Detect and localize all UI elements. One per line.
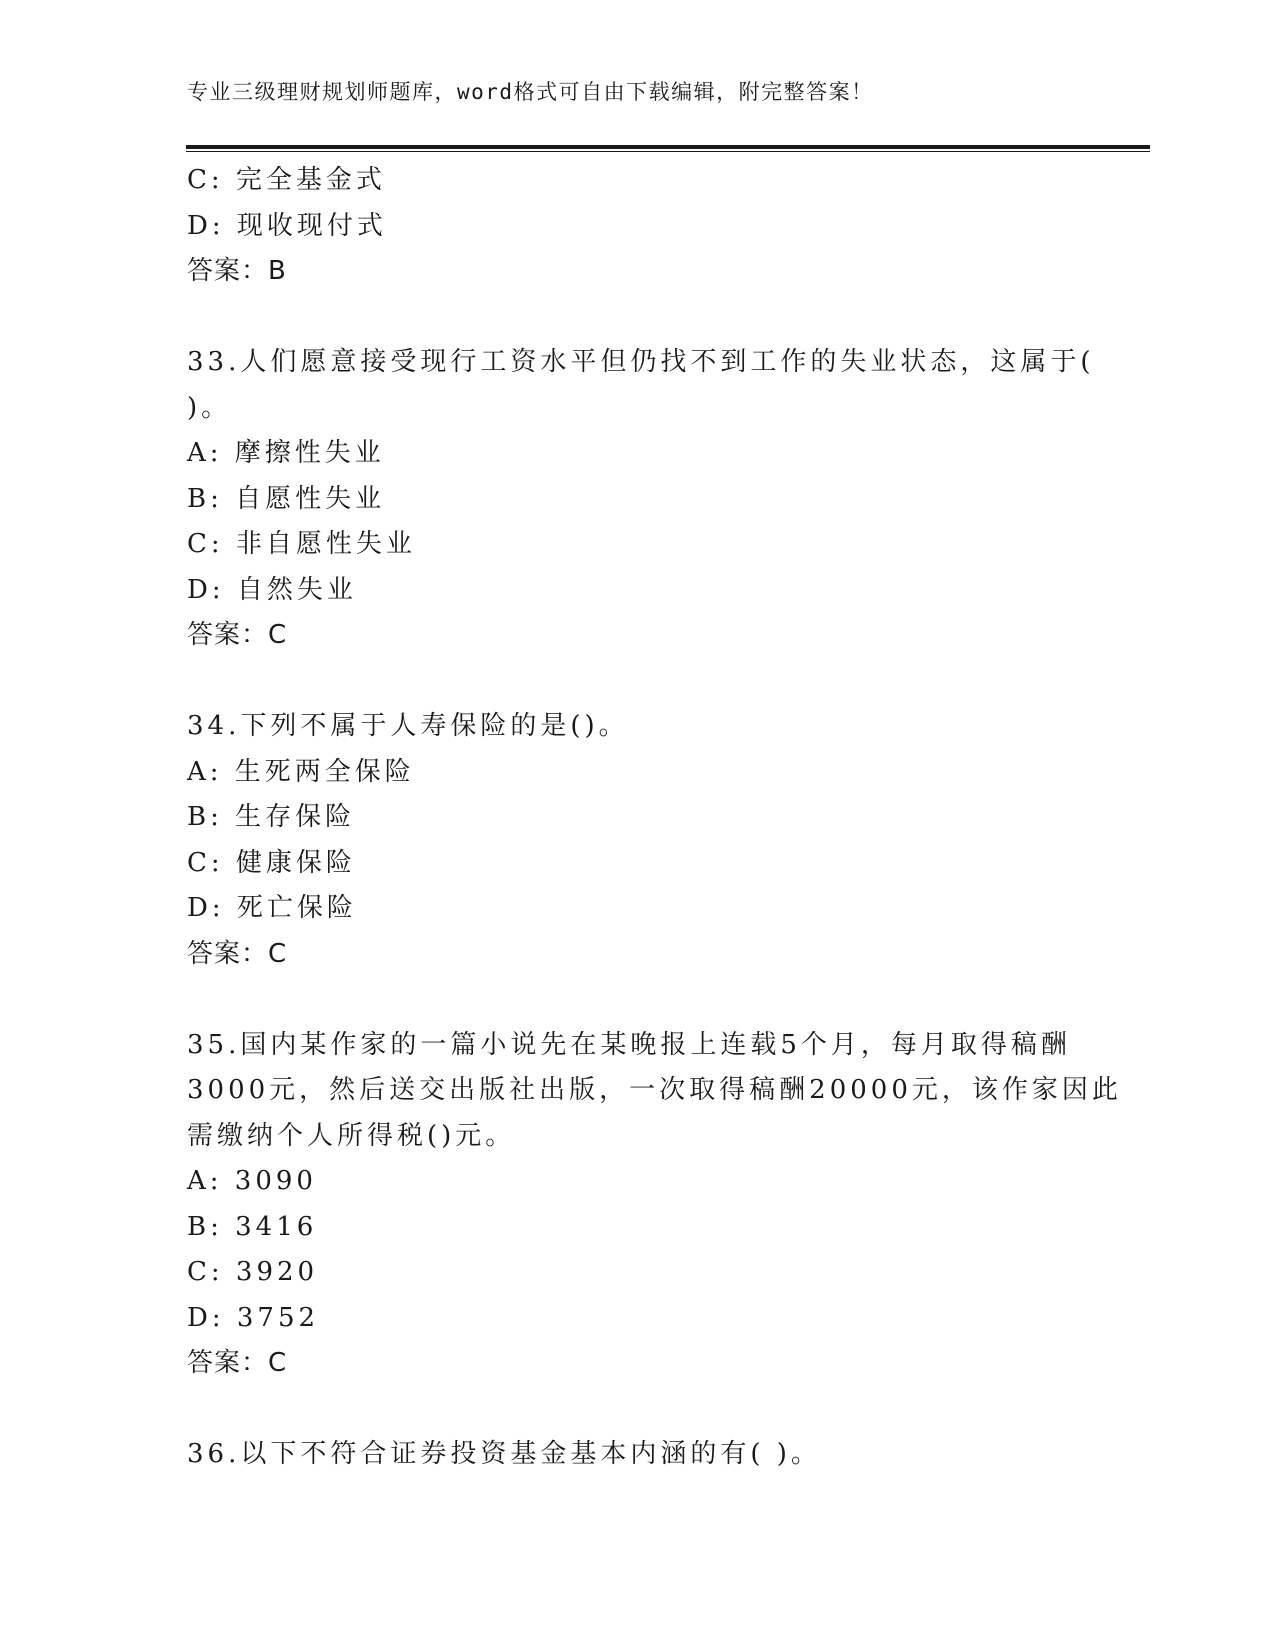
option-d: D: 3752 bbox=[187, 1302, 320, 1333]
option-a: A: 生死两全保险 bbox=[187, 756, 415, 787]
option-c: C: 健康保险 bbox=[187, 847, 356, 878]
option-c: C: 3920 bbox=[187, 1257, 319, 1287]
answer-line: 答案：B bbox=[187, 256, 287, 286]
continued-question bbox=[187, 158, 1087, 295]
question-33 bbox=[187, 340, 1095, 659]
question-text-line: 35.国内某作家的一篇小说先在某晚报上连载5个月，每月取得稿酬 bbox=[187, 1029, 1071, 1060]
question-text-line: 3000元，然后送交出版社出版，一次取得稿酬20000元，该作家因此 bbox=[187, 1075, 1122, 1105]
question-35 bbox=[187, 1023, 1122, 1387]
answer-line: 答案：C bbox=[187, 1348, 288, 1378]
option-a: A: 3090 bbox=[187, 1166, 317, 1196]
question-text-line: 33.人们愿意接受现行工资水平但仍找不到工作的失业状态，这属于( bbox=[187, 347, 1095, 377]
option-a: A: 摩擦性失业 bbox=[187, 438, 385, 468]
question-36 bbox=[187, 1432, 1087, 1478]
option-d: D: 现收现付式 bbox=[187, 210, 387, 241]
answer-line: 答案：C bbox=[187, 620, 288, 650]
question-text-line: )。 bbox=[187, 392, 232, 423]
header-rule-thin bbox=[186, 151, 1150, 152]
option-c: C: 非自愿性失业 bbox=[187, 529, 416, 559]
option-b: B: 3416 bbox=[187, 1211, 318, 1242]
option-d: D: 自然失业 bbox=[187, 574, 357, 605]
question-content bbox=[187, 158, 1122, 1478]
question-text-line: 36.以下不符合证券投资基金基本内涵的有( )。 bbox=[187, 1439, 821, 1469]
answer-line: 答案：C bbox=[187, 938, 288, 969]
option-b: B: 自愿性失业 bbox=[187, 483, 386, 514]
question-text-line: 34.下列不属于人寿保险的是()。 bbox=[187, 711, 629, 741]
option-d: D: 死亡保险 bbox=[187, 893, 357, 923]
question-text-line: 需缴纳个人所得税()元。 bbox=[187, 1120, 516, 1151]
header-rule-thick bbox=[186, 145, 1150, 149]
option-c: C: 完全基金式 bbox=[187, 165, 386, 195]
option-b: B: 生存保险 bbox=[187, 802, 356, 832]
question-34 bbox=[187, 704, 1087, 977]
page-header: 专业三级理财规划师题库，word格式可自由下载编辑，附完整答案！ bbox=[187, 80, 874, 104]
